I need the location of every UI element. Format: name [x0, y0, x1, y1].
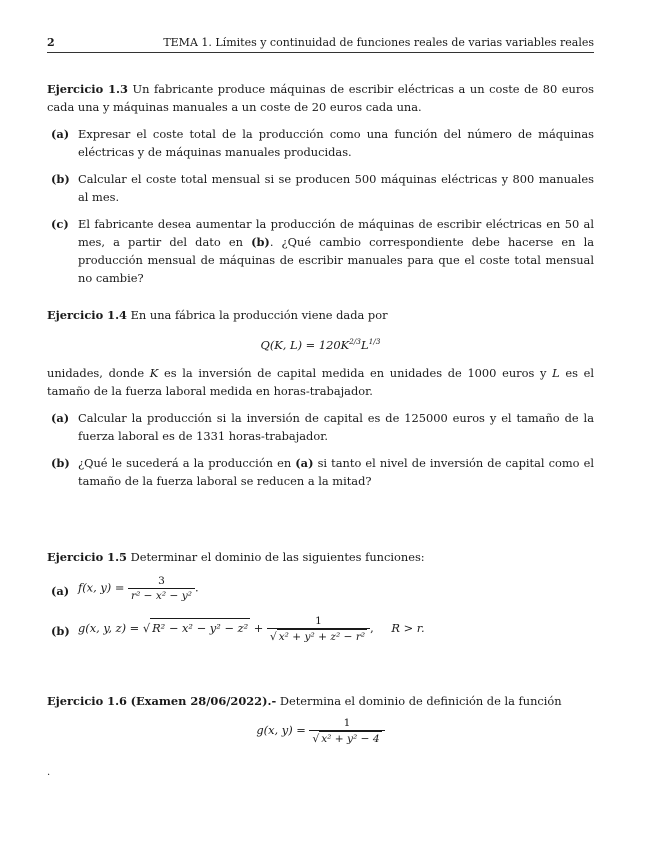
footer-mark: . — [47, 767, 51, 778]
sqrt-sign: √ — [312, 733, 320, 745]
sqrt-radicand: x² + y² − 4 — [321, 733, 380, 745]
exercise-1-5-part-a — [47, 574, 594, 606]
page-number: 2 — [47, 36, 55, 49]
exercise-1-5 — [47, 548, 594, 648]
fraction-numerator: 1 — [309, 716, 384, 731]
part-text: Expresar el coste total de la producción como una función del número de máquinas eléctricas y de máquinas manuales producidas. — [78, 127, 594, 159]
part-text: . ¿Qué cambio correspondiente debe hacerse en la producción mensual de máquinas de escribir manuales para que el coste total mensual no cambie? — [78, 235, 595, 285]
part-label: (b) — [51, 624, 70, 638]
condition: R > r. — [391, 621, 425, 635]
part-label: (a) — [51, 584, 70, 598]
sqrt-radicand: R² − x² − y² − z² — [150, 618, 250, 637]
plus-sign: + — [253, 621, 264, 635]
formula-exp-l: 1/3 — [368, 337, 381, 347]
formula-exp-k: 2/3 — [349, 337, 361, 347]
exercise-1-4 — [47, 306, 594, 490]
exercise-1-3-heading: Ejercicio 1.3 — [47, 82, 128, 96]
comma: , — [370, 621, 374, 635]
part-reference: (b) — [251, 235, 270, 249]
exercise-1-6-intro: Determina el dominio de definición de la función — [279, 694, 562, 708]
exercise-1-3 — [47, 80, 594, 287]
fraction-denominator — [267, 629, 370, 644]
period: . — [195, 580, 199, 595]
exercise-1-4-part-b — [47, 454, 594, 490]
exercise-1-5-heading: Ejercicio 1.5 — [47, 550, 127, 564]
part-text: Calcular el coste total mensual si se producen 500 máquinas eléctricas y 800 manuales al mes. — [78, 172, 594, 204]
variable-l: L — [552, 366, 560, 380]
part-label: (c) — [51, 217, 69, 231]
fraction-numerator: 1 — [267, 614, 370, 629]
part-label: (b) — [51, 456, 70, 470]
exercise-1-5-statement — [47, 548, 594, 566]
description-text: es la inversión de capital medida en unidades de 1000 euros y — [163, 366, 547, 380]
fraction-denominator: r² − x² − y² — [131, 590, 192, 602]
exercise-1-3-part-a — [47, 125, 594, 161]
part-text: ¿Qué le sucederá a la producción en — [78, 456, 292, 470]
exercise-1-6-exam: (Examen 28/06/2022).- — [130, 694, 277, 708]
part-reference: (a) — [295, 456, 314, 470]
exercise-1-6 — [47, 692, 594, 746]
function-f-lhs: f(x, y) = — [78, 580, 125, 595]
exercise-1-5-part-b — [47, 614, 594, 648]
exercise-1-3-statement — [47, 80, 594, 116]
fraction-numerator: 3 — [128, 574, 195, 589]
part-label: (b) — [51, 172, 70, 186]
exercise-1-3-part-c — [47, 215, 594, 287]
running-title: TEMA 1. Límites y continuidad de funciones reales de varias variables reales — [163, 36, 594, 49]
exercise-1-4-statement — [47, 306, 594, 324]
exercise-1-3-intro: Un fabricante produce máquinas de escribir eléctricas a un coste de 80 euros cada una y máquinas manuales a un coste de 20 euros cada una. — [47, 82, 594, 114]
part-text: Calcular la producción si la inversión de capital es de 125000 euros y el tamaño de la fuerza laboral es de 1331 horas-trabajador. — [78, 411, 594, 443]
function-g-definition — [47, 716, 594, 746]
sqrt-sign: √ — [269, 631, 277, 643]
fraction-f — [128, 574, 195, 603]
part-label: (a) — [51, 411, 70, 425]
fraction-denominator — [309, 731, 384, 746]
part-text: El fabricante desea aumentar la producción de máquinas de escribir eléctricas en 50 al mes, a partir del dato en — [78, 217, 594, 249]
function-g-lhs: g(x, y, z) = — [78, 621, 140, 635]
exercise-1-6-heading: Ejercicio 1.6 — [47, 694, 127, 708]
function-g-lhs: g(x, y) = — [256, 723, 306, 737]
part-text: si tanto el nivel de inversión de capital como el tamaño de la fuerza laboral se reducen a la mitad? — [78, 456, 595, 488]
exercise-1-6-statement — [47, 692, 594, 710]
formula-l: L — [361, 338, 369, 352]
variable-k: K — [149, 366, 159, 380]
fraction-g — [309, 716, 384, 746]
formula-lhs: Q(K, L) = 120K — [260, 338, 350, 352]
exercise-1-5-intro: Determinar el dominio de las siguientes funciones: — [130, 550, 425, 564]
sqrt-radicand: x² + y² + z² − r² — [278, 631, 366, 643]
exercise-1-3-part-b — [47, 170, 594, 206]
exercise-1-4-heading: Ejercicio 1.4 — [47, 308, 127, 322]
sqrt-sign: √ — [142, 621, 151, 635]
production-formula — [47, 336, 594, 354]
exercise-1-4-description — [47, 364, 594, 400]
page-header — [47, 36, 594, 53]
description-text: unidades, donde — [47, 366, 145, 380]
fraction-g — [267, 614, 370, 644]
part-label: (a) — [51, 127, 70, 141]
exercise-1-4-part-a — [47, 409, 594, 445]
description-text: es el tamaño de la fuerza laboral medida en horas-trabajador. — [47, 366, 595, 398]
exercise-1-4-intro: En una fábrica la producción viene dada por — [130, 308, 388, 322]
